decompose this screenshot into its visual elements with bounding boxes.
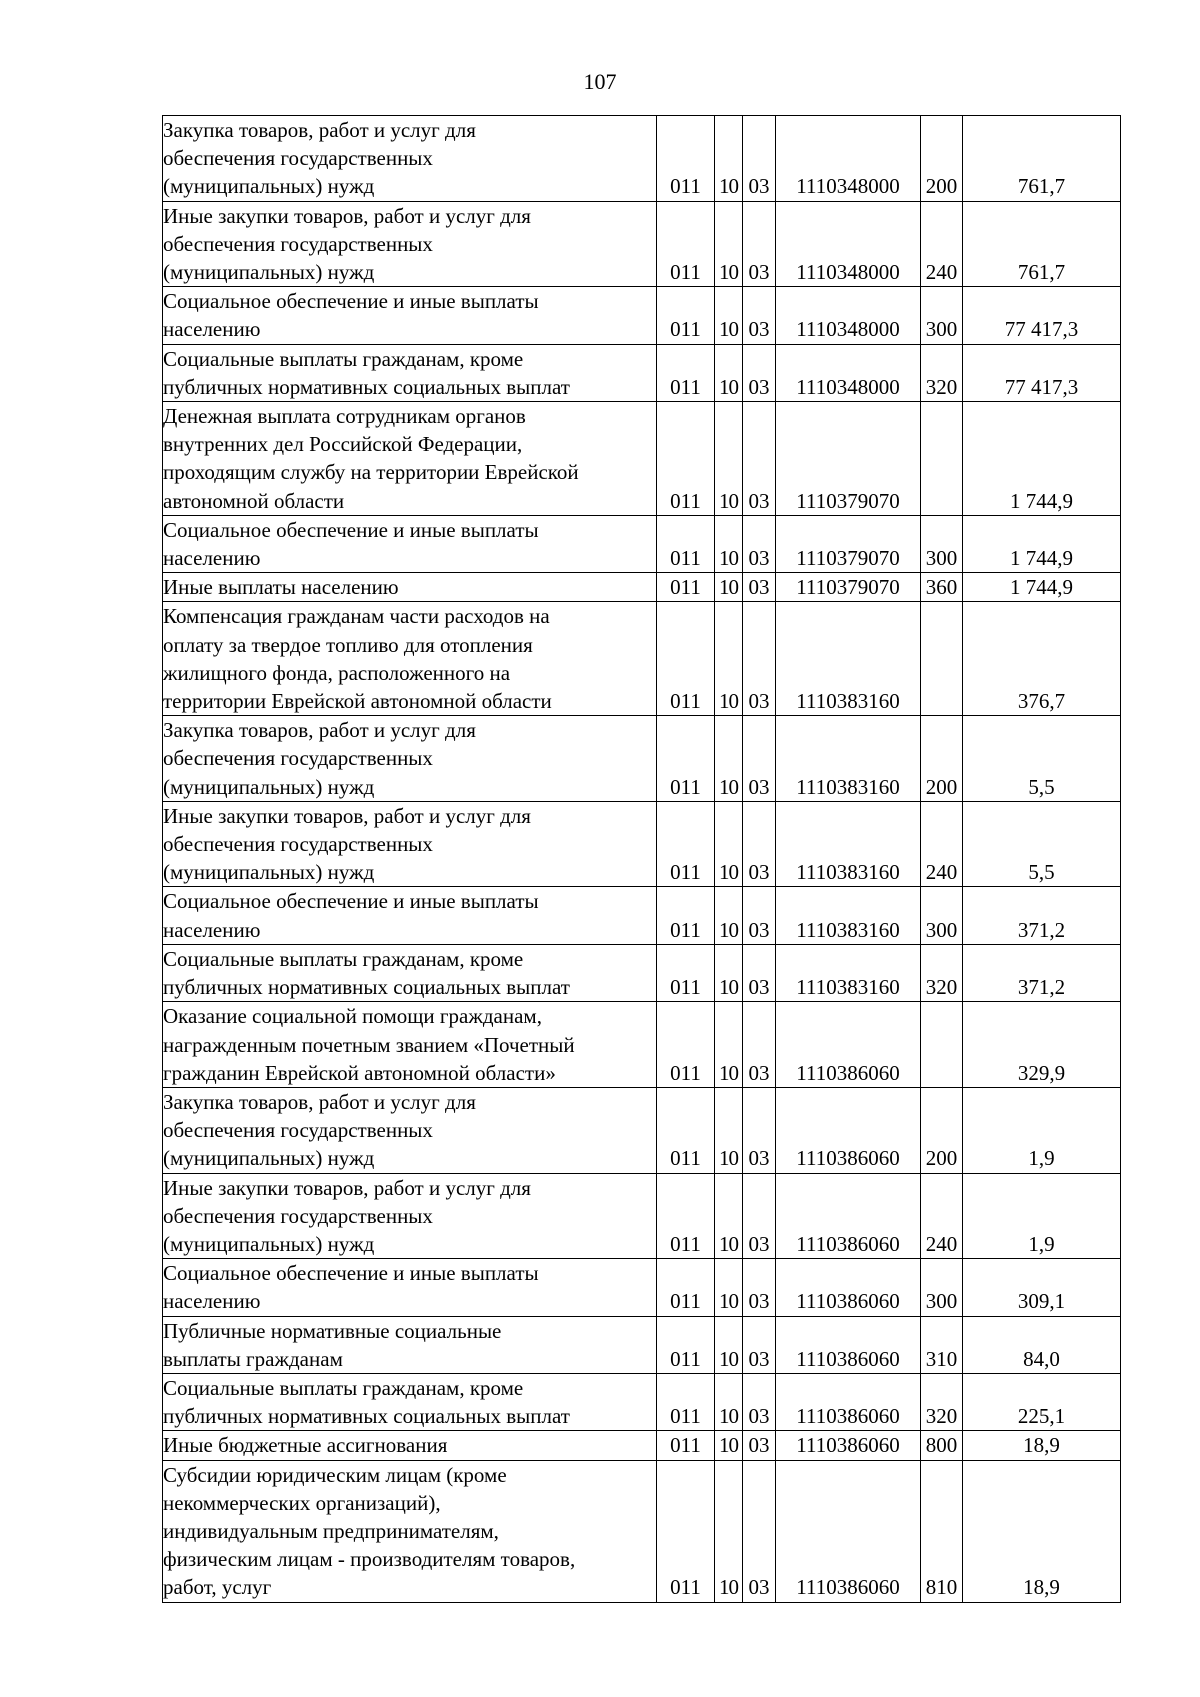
expense-name-line: Оказание социальной помощи гражданам, — [163, 1004, 542, 1029]
expense-name-line: выплаты гражданам — [163, 1346, 343, 1371]
expense-name-line: Закупка товаров, работ и услуг для — [163, 718, 476, 743]
expense-type-cell — [921, 402, 963, 516]
expense-name-line: награжденным почетным званием «Почетный — [163, 1032, 575, 1057]
amount-cell: 1,9 — [963, 1087, 1121, 1173]
expense-name-cell — [163, 402, 657, 516]
expense-type-cell: 200 — [921, 116, 963, 202]
subsection-code-cell: 03 — [743, 1173, 776, 1259]
amount-cell: 18,9 — [963, 1460, 1121, 1602]
section-code-cell: 10 — [715, 344, 743, 401]
amount-cell: 309,1 — [963, 1259, 1121, 1316]
expense-name-line: обеспечения государственных — [163, 146, 433, 171]
admin-code-cell: 011 — [657, 344, 715, 401]
table-row — [163, 1087, 1121, 1173]
subsection-code-cell: 03 — [743, 944, 776, 1001]
target-article-cell: 1110386060 — [776, 1316, 921, 1373]
table-row — [163, 1002, 1121, 1088]
section-code-cell: 10 — [715, 515, 743, 572]
subsection-code-cell: 03 — [743, 887, 776, 944]
amount-cell: 371,2 — [963, 887, 1121, 944]
expense-name-line: публичных нормативных социальных выплат — [163, 975, 570, 1000]
table-row — [163, 1431, 1121, 1460]
amount-cell: 761,7 — [963, 116, 1121, 202]
admin-code-cell: 011 — [657, 402, 715, 516]
amount-cell: 5,5 — [963, 801, 1121, 887]
subsection-code-cell: 03 — [743, 602, 776, 716]
expense-name-cell — [163, 201, 657, 287]
expense-type-cell: 310 — [921, 1316, 963, 1373]
table-row — [163, 602, 1121, 716]
expense-type-cell: 300 — [921, 887, 963, 944]
target-article-cell: 1110348000 — [776, 116, 921, 202]
section-code-cell: 10 — [715, 944, 743, 1001]
amount-cell: 1 744,9 — [963, 402, 1121, 516]
table-row — [163, 1460, 1121, 1602]
admin-code-cell: 011 — [657, 1431, 715, 1460]
table-row — [163, 887, 1121, 944]
expense-type-cell: 320 — [921, 1373, 963, 1430]
table-row — [163, 1373, 1121, 1430]
expense-name-line: населению — [163, 317, 261, 342]
table-row — [163, 287, 1121, 344]
expense-name-line: работ, услуг — [163, 1575, 272, 1600]
expense-name-line: физическим лицам - производителям товаров, — [163, 1547, 576, 1572]
subsection-code-cell: 03 — [743, 1373, 776, 1430]
expense-name-cell — [163, 573, 657, 602]
expense-name-line: (муниципальных) нужд — [163, 1231, 375, 1256]
expense-name-cell — [163, 602, 657, 716]
admin-code-cell: 011 — [657, 887, 715, 944]
section-code-cell: 10 — [715, 1259, 743, 1316]
target-article-cell: 1110386060 — [776, 1460, 921, 1602]
expense-name-cell — [163, 1002, 657, 1088]
target-article-cell: 1110386060 — [776, 1259, 921, 1316]
page-number: 107 — [583, 69, 617, 94]
expense-type-cell: 360 — [921, 573, 963, 602]
admin-code-cell: 011 — [657, 201, 715, 287]
expense-name-line: внутренних дел Российской Федерации, — [163, 432, 523, 457]
expense-name-line: населению — [163, 917, 261, 942]
subsection-code-cell: 03 — [743, 1460, 776, 1602]
expense-name-line: (муниципальных) нужд — [163, 1146, 375, 1171]
expense-name-line: оплату за твердое топливо для отопления — [163, 632, 533, 657]
expense-name-line: Социальные выплаты гражданам, кроме — [163, 346, 524, 371]
subsection-code-cell: 03 — [743, 344, 776, 401]
expense-type-cell: 240 — [921, 201, 963, 287]
section-code-cell: 10 — [715, 1316, 743, 1373]
expense-name-line: Иные закупки товаров, работ и услуг для — [163, 803, 531, 828]
expense-name-line: обеспечения государственных — [163, 832, 433, 857]
expense-name-line: Закупка товаров, работ и услуг для — [163, 1089, 476, 1114]
amount-cell: 376,7 — [963, 602, 1121, 716]
section-code-cell: 10 — [715, 116, 743, 202]
expense-name-cell — [163, 1259, 657, 1316]
admin-code-cell: 011 — [657, 287, 715, 344]
target-article-cell: 1110348000 — [776, 287, 921, 344]
target-article-cell: 1110383160 — [776, 944, 921, 1001]
section-code-cell: 10 — [715, 1087, 743, 1173]
admin-code-cell: 011 — [657, 1173, 715, 1259]
amount-cell: 77 417,3 — [963, 344, 1121, 401]
section-code-cell: 10 — [715, 602, 743, 716]
expense-name-line: (муниципальных) нужд — [163, 174, 375, 199]
expense-type-cell: 810 — [921, 1460, 963, 1602]
section-code-cell: 10 — [715, 1173, 743, 1259]
section-code-cell: 10 — [715, 716, 743, 802]
expense-name-line: Социальное обеспечение и иные выплаты — [163, 517, 539, 542]
expense-name-line: (муниципальных) нужд — [163, 774, 375, 799]
amount-cell: 18,9 — [963, 1431, 1121, 1460]
subsection-code-cell: 03 — [743, 1316, 776, 1373]
target-article-cell: 1110383160 — [776, 887, 921, 944]
expense-name-line: Публичные нормативные социальные — [163, 1318, 502, 1343]
target-article-cell: 1110383160 — [776, 801, 921, 887]
expense-name-line: проходящим службу на территории Еврейской — [163, 460, 579, 485]
expense-name-line: Субсидии юридическим лицам (кроме — [163, 1462, 507, 1487]
expense-type-cell: 320 — [921, 944, 963, 1001]
expense-name-cell — [163, 515, 657, 572]
section-code-cell: 10 — [715, 1431, 743, 1460]
amount-cell: 1,9 — [963, 1173, 1121, 1259]
expense-name-line: Иные бюджетные ассигнования — [163, 1433, 448, 1458]
expense-name-line: Социальное обеспечение и иные выплаты — [163, 1261, 539, 1286]
expense-name-cell — [163, 716, 657, 802]
admin-code-cell: 011 — [657, 1087, 715, 1173]
target-article-cell: 1110383160 — [776, 602, 921, 716]
expense-name-line: Компенсация гражданам части расходов на — [163, 604, 550, 629]
target-article-cell: 1110348000 — [776, 344, 921, 401]
expense-name-line: обеспечения государственных — [163, 231, 433, 256]
expense-name-cell — [163, 1431, 657, 1460]
admin-code-cell: 011 — [657, 573, 715, 602]
admin-code-cell: 011 — [657, 716, 715, 802]
expense-name-cell — [163, 801, 657, 887]
target-article-cell: 1110348000 — [776, 201, 921, 287]
section-code-cell: 10 — [715, 1460, 743, 1602]
expense-name-line: обеспечения государственных — [163, 1118, 433, 1143]
expense-type-cell: 240 — [921, 1173, 963, 1259]
subsection-code-cell: 03 — [743, 287, 776, 344]
subsection-code-cell: 03 — [743, 1087, 776, 1173]
expense-type-cell: 320 — [921, 344, 963, 401]
expense-type-cell: 200 — [921, 1087, 963, 1173]
expense-name-cell — [163, 116, 657, 202]
subsection-code-cell: 03 — [743, 1259, 776, 1316]
target-article-cell: 1110386060 — [776, 1087, 921, 1173]
expense-name-line: Иные выплаты населению — [163, 575, 399, 600]
budget-table — [162, 115, 1121, 1603]
table-row — [163, 716, 1121, 802]
expense-name-line: публичных нормативных социальных выплат — [163, 374, 570, 399]
table-row — [163, 116, 1121, 202]
expense-name-line: обеспечения государственных — [163, 746, 433, 771]
target-article-cell: 1110379070 — [776, 573, 921, 602]
section-code-cell: 10 — [715, 801, 743, 887]
expense-type-cell: 300 — [921, 515, 963, 572]
expense-name-cell — [163, 1173, 657, 1259]
subsection-code-cell: 03 — [743, 116, 776, 202]
expense-name-line: автономной области — [163, 488, 345, 513]
subsection-code-cell: 03 — [743, 801, 776, 887]
expense-name-line: Социальное обеспечение и иные выплаты — [163, 889, 539, 914]
amount-cell: 77 417,3 — [963, 287, 1121, 344]
expense-type-cell — [921, 602, 963, 716]
amount-cell: 371,2 — [963, 944, 1121, 1001]
expense-name-line: жилищного фонда, расположенного на — [163, 660, 511, 685]
expense-name-line: Закупка товаров, работ и услуг для — [163, 118, 476, 142]
expense-name-cell — [163, 1316, 657, 1373]
section-code-cell: 10 — [715, 887, 743, 944]
admin-code-cell: 011 — [657, 1460, 715, 1602]
subsection-code-cell: 03 — [743, 201, 776, 287]
expense-name-cell — [163, 944, 657, 1001]
target-article-cell: 1110386060 — [776, 1173, 921, 1259]
expense-name-cell — [163, 887, 657, 944]
subsection-code-cell: 03 — [743, 1431, 776, 1460]
expense-name-line: гражданин Еврейской автономной области» — [163, 1060, 556, 1085]
section-code-cell: 10 — [715, 1002, 743, 1088]
table-row — [163, 201, 1121, 287]
expense-name-cell — [163, 1460, 657, 1602]
amount-cell: 1 744,9 — [963, 573, 1121, 602]
amount-cell: 329,9 — [963, 1002, 1121, 1088]
admin-code-cell: 011 — [657, 944, 715, 1001]
expense-name-line: населению — [163, 1289, 261, 1314]
subsection-code-cell: 03 — [743, 1002, 776, 1088]
section-code-cell: 10 — [715, 287, 743, 344]
expense-type-cell: 240 — [921, 801, 963, 887]
subsection-code-cell: 03 — [743, 716, 776, 802]
target-article-cell: 1110386060 — [776, 1373, 921, 1430]
expense-type-cell: 300 — [921, 1259, 963, 1316]
admin-code-cell: 011 — [657, 801, 715, 887]
table-row — [163, 344, 1121, 401]
table-row — [163, 402, 1121, 516]
expense-name-line: некоммерческих организаций), — [163, 1490, 441, 1515]
subsection-code-cell: 03 — [743, 515, 776, 572]
expense-type-cell: 800 — [921, 1431, 963, 1460]
expense-name-cell — [163, 1087, 657, 1173]
budget-table-body — [163, 116, 1121, 1603]
section-code-cell: 10 — [715, 402, 743, 516]
expense-name-line: Иные закупки товаров, работ и услуг для — [163, 1175, 531, 1200]
target-article-cell: 1110386060 — [776, 1431, 921, 1460]
target-article-cell: 1110379070 — [776, 515, 921, 572]
target-article-cell: 1110379070 — [776, 402, 921, 516]
admin-code-cell: 011 — [657, 1259, 715, 1316]
expense-name-line: обеспечения государственных — [163, 1203, 433, 1228]
expense-name-line: Социальные выплаты гражданам, кроме — [163, 1375, 524, 1400]
expense-name-cell — [163, 287, 657, 344]
expense-name-line: населению — [163, 546, 261, 571]
table-row — [163, 944, 1121, 1001]
amount-cell: 1 744,9 — [963, 515, 1121, 572]
expense-name-cell — [163, 344, 657, 401]
amount-cell: 761,7 — [963, 201, 1121, 287]
expense-name-line: Социальные выплаты гражданам, кроме — [163, 946, 524, 971]
table-row — [163, 801, 1121, 887]
subsection-code-cell: 03 — [743, 402, 776, 516]
admin-code-cell: 011 — [657, 116, 715, 202]
admin-code-cell: 011 — [657, 602, 715, 716]
expense-name-line: (муниципальных) нужд — [163, 860, 375, 885]
expense-type-cell — [921, 1002, 963, 1088]
admin-code-cell: 011 — [657, 515, 715, 572]
table-row — [163, 1259, 1121, 1316]
expense-name-line: индивидуальным предпринимателям, — [163, 1518, 499, 1543]
section-code-cell: 10 — [715, 573, 743, 602]
section-code-cell: 10 — [715, 201, 743, 287]
table-row — [163, 573, 1121, 602]
expense-name-line: Денежная выплата сотрудникам органов — [163, 404, 526, 429]
section-code-cell: 10 — [715, 1373, 743, 1430]
admin-code-cell: 011 — [657, 1002, 715, 1088]
expense-name-line: Иные закупки товаров, работ и услуг для — [163, 203, 531, 228]
expense-name-cell — [163, 1373, 657, 1430]
amount-cell: 225,1 — [963, 1373, 1121, 1430]
expense-name-line: Социальное обеспечение и иные выплаты — [163, 289, 539, 314]
table-row — [163, 1173, 1121, 1259]
subsection-code-cell: 03 — [743, 573, 776, 602]
amount-cell: 5,5 — [963, 716, 1121, 802]
target-article-cell: 1110383160 — [776, 716, 921, 802]
expense-name-line: территории Еврейской автономной области — [163, 689, 552, 714]
expense-type-cell: 200 — [921, 716, 963, 802]
expense-name-line: публичных нормативных социальных выплат — [163, 1404, 570, 1429]
expense-type-cell: 300 — [921, 287, 963, 344]
table-row — [163, 515, 1121, 572]
amount-cell: 84,0 — [963, 1316, 1121, 1373]
admin-code-cell: 011 — [657, 1373, 715, 1430]
target-article-cell: 1110386060 — [776, 1002, 921, 1088]
expense-name-line: (муниципальных) нужд — [163, 260, 375, 285]
table-row — [163, 1316, 1121, 1373]
admin-code-cell: 011 — [657, 1316, 715, 1373]
